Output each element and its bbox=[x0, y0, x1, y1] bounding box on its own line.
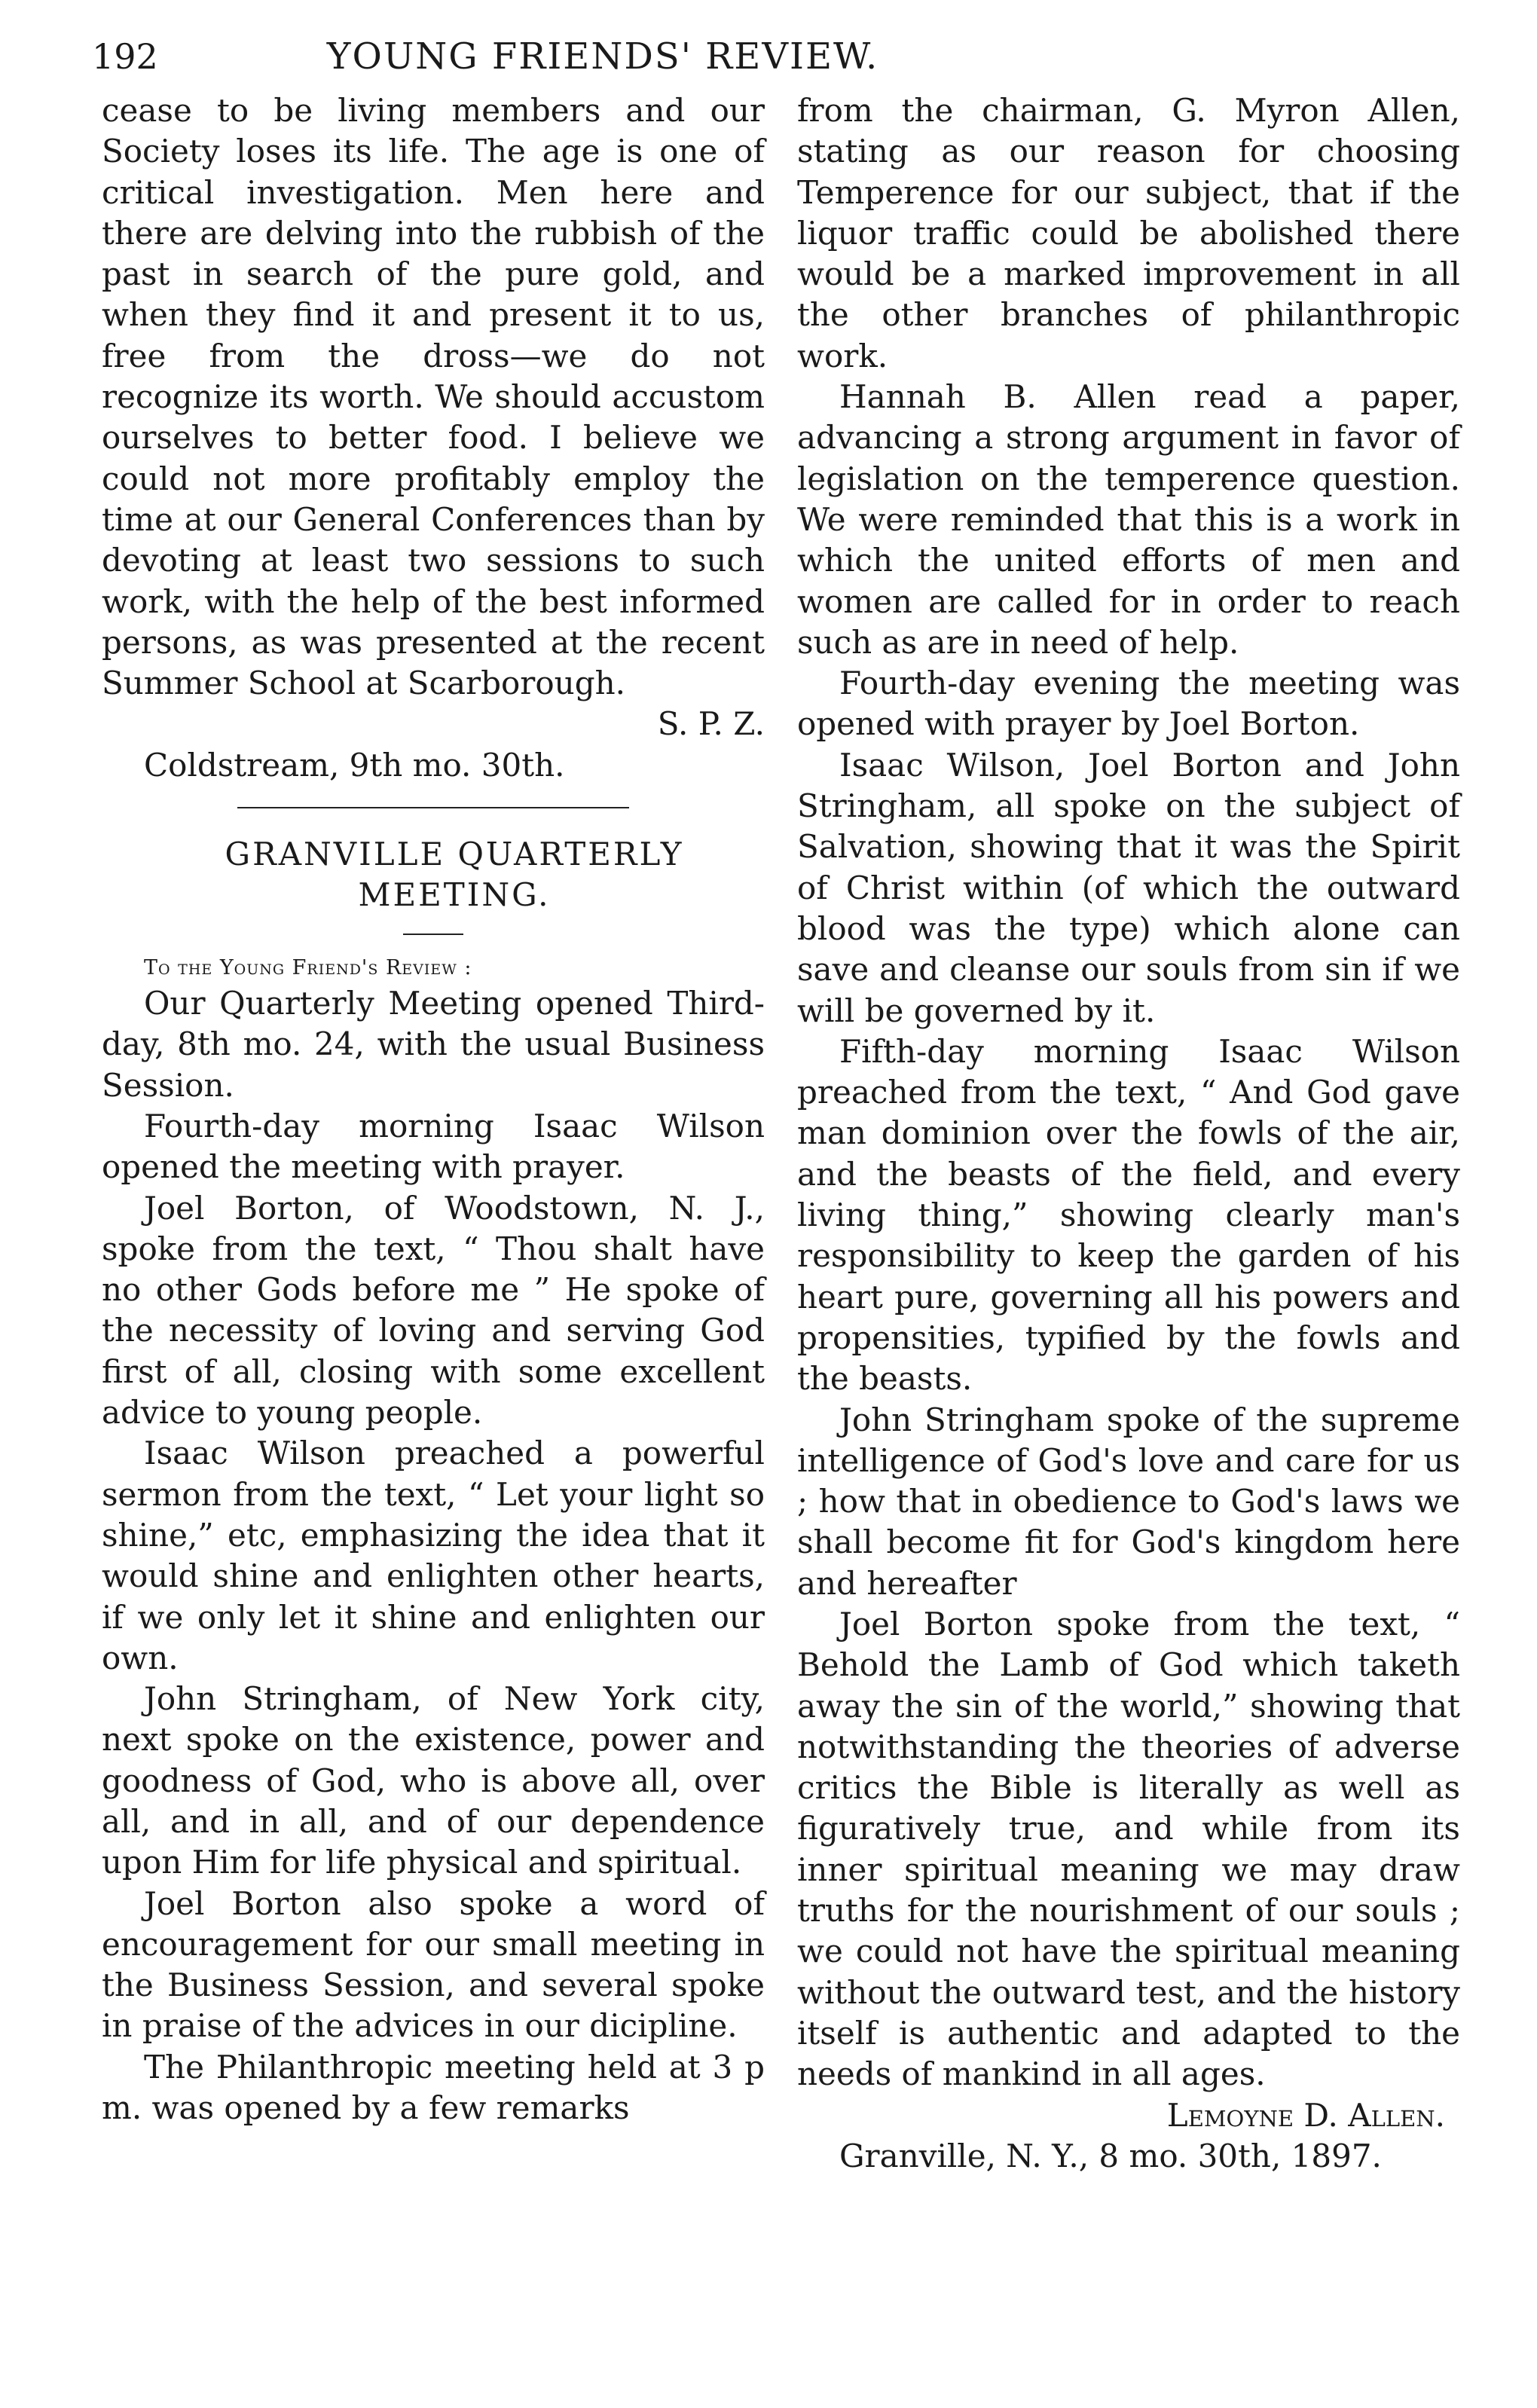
section-title-line-2: MEETING. bbox=[358, 876, 551, 914]
author-initials: S. P. Z. bbox=[657, 705, 765, 743]
paragraph: John Stringham, of New York city, next spoke on the existence, power and goodness of God, who is above all, over all, and in all, and of our dependence upon Him for life physical and spiritual. bbox=[102, 1680, 765, 1881]
paragraph: Joel Borton also spoke a word of encouragement for our small meeting in the Business Session, and several spoke in praise of the advices in our dicipline. bbox=[102, 1884, 765, 2045]
paragraph: The Philanthropic meeting held at 3 p m. was opened by a few remarks bbox=[102, 2048, 765, 2127]
salutation: To the Young Friend's Review : bbox=[144, 956, 472, 980]
paragraph: Joel Borton spoke from the text, “ Behold the Lamb of God which taketh away the sin of the world,” showing that notwithstanding the theories of adverse critics the Bible is literally as well as figuratively true, and while from its inner spiritual meaning we may draw truths for the nourishment of our souls ; we could not have the spiritual meaning without the outward test, and the history itself is authentic and adapted to the needs of mankind in all ages. bbox=[797, 1605, 1460, 2093]
section-divider bbox=[237, 807, 629, 808]
page-number: 192 bbox=[92, 36, 158, 77]
journal-title: YOUNG FRIENDS' REVIEW. bbox=[326, 35, 879, 78]
title-underline bbox=[403, 934, 463, 935]
paragraph: Fifth-day morning Isaac Wilson preached from the text, “ And God gave man dominion over the fowls of the air, and the beasts of the field, and every living thing,” showing clearly man's responsibility to keep the garden of his heart pure, governing all his powers and propensities, typified by the fowls and the beasts. bbox=[797, 1032, 1460, 1398]
paragraph: Fourth-day morning Isaac Wilson opened the meeting with prayer. bbox=[102, 1107, 765, 1186]
right-column bbox=[797, 90, 1460, 2177]
paragraph: John Stringham spoke of the supreme intelligence of God's love and care for us ; how that in obedience to God's laws we shall become fit for God's kingdom here and hereafter bbox=[797, 1401, 1460, 1602]
running-head bbox=[53, 30, 1062, 83]
article-continuation-paragraph: cease to be living members and our Society loses its life. The age is one of critical investigation. Men here and there are delving into the rubbish of the past in search of the pure gold, and when they find it and present it to us, free from the dross—we do not recognize its worth. We should accustom ourselves to better food. I believe we could not more profitably employ the time at our General Conferences than by devoting at least two sessions to such work, with the help of the best informed persons, as was presented at the recent Summer School at Scarborough. bbox=[102, 92, 765, 702]
paragraph: Isaac Wilson, Joel Borton and John Stringham, all spoke on the subject of Salvation, showing that it was the Spirit of Christ within (of which the outward blood was the type) which alone can save and cleanse our souls from sin if we will be governed by it. bbox=[797, 746, 1460, 1029]
left-column bbox=[102, 90, 765, 2128]
paragraph: Joel Borton, of Woodstown, N. J., spoke from the text, “ Thou shalt have no other Gods before me ” He spoke of the necessity of loving and serving God first of all, closing with some excellent advice to young people. bbox=[102, 1189, 765, 1432]
paragraph: Fourth-day evening the meeting was opened with prayer by Joel Borton. bbox=[797, 665, 1460, 743]
paragraph: Our Quarterly Meeting opened Third-day, 8th mo. 24, with the usual Business Session. bbox=[102, 985, 765, 1104]
place-and-date: Granville, N. Y., 8 mo. 30th, 1897. bbox=[839, 2137, 1382, 2174]
dateline: Coldstream, 9th mo. 30th. bbox=[144, 746, 565, 784]
paragraph: Isaac Wilson preached a powerful sermon from the text, “ Let your light so shine,” etc, emphasizing the idea that it would shine and enlighten other hearts, if we only let it shine and enlighten our own. bbox=[102, 1435, 765, 1676]
signature: Lemoyne D. Allen. bbox=[1166, 2096, 1445, 2134]
paragraph: Hannah B. Allen read a paper, advancing a strong argument in favor of legislation on the temperence question. We were reminded that this is a work in which the united efforts of men and women are called for in order to reach such as are in need of help. bbox=[797, 378, 1460, 661]
initials-line bbox=[102, 704, 765, 744]
paragraph: from the chairman, G. Myron Allen, stating as our reason for choosing Temperence for our subject, that if the liquor traffic could be abolished there would be a marked improvement in all the other branches of philanthropic work. bbox=[797, 92, 1460, 374]
section-title-line-1: GRANVILLE QUARTERLY bbox=[225, 836, 684, 873]
